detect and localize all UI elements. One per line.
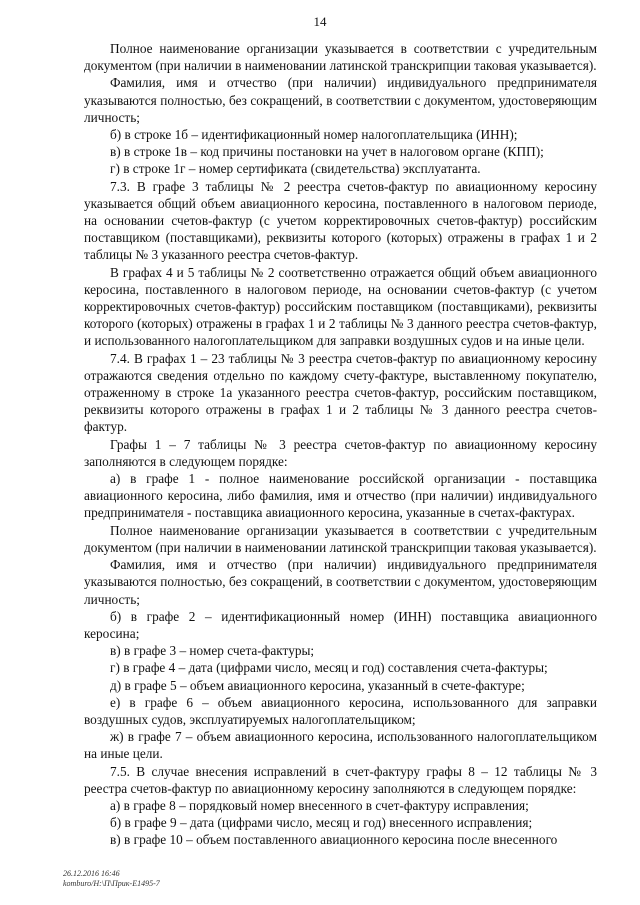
- paragraph: б) в графе 2 – идентификационный номер (ИНН) поставщика авиационного керосина;: [84, 608, 597, 641]
- paragraph: В графах 4 и 5 таблицы № 2 соответственно отражается общий объем авиационного керосина, поставленного в налоговом периоде, на основании счетов-фактур (с учетом корректировочных счетов-фактур) российским поставщиком (поставщиками), реквизиты которого (которых) отражены в графах 1 и 2 таблицы № 3 данного реестра счетов-фактур, и использованного налогоплательщиком для заправки воздушных судов и на иные цели.: [84, 264, 597, 349]
- paragraph: а) в графе 1 - полное наименование российской организации - поставщика авиационного керосина, либо фамилия, имя и отчество (при наличии) индивидуального предпринимателя - поставщика авиационного керосина, указанные в счетах-фактурах.: [84, 471, 597, 521]
- footer-file-path: komburo/Н:\П\Прик-Е1495-7: [63, 879, 160, 888]
- paragraph: Фамилия, имя и отчество (при наличии) индивидуального предпринимателя указываются полностью, без сокращений, в соответствии с документом, удостоверяющим личность;: [84, 557, 597, 607]
- paragraph: 7.5. В случае внесения исправлений в счет-фактуру графы 8 – 12 таблицы № 3 реестра счетов-фактур по авиационному керосину заполняются в следующем порядке:: [84, 763, 597, 796]
- document-body: [84, 40, 597, 849]
- paragraph: б) в строке 1б – идентификационный номер налогоплательщика (ИНН);: [110, 127, 518, 143]
- paragraph: 7.3. В графе 3 таблицы № 2 реестра счетов-фактур по авиационному керосину указывается общий объем авиационного керосина, поставленного в налоговом периоде, на основании счетов-фактур (с учетом корректировочных счетов-фактур) российским поставщиком (поставщиками), реквизиты которого (которых) отражены в графах 1 и 2 таблицы № 3 указанного реестра счетов-фактур.: [84, 178, 597, 263]
- paragraph: Полное наименование организации указывается в соответствии с учредительным документом (при наличии в наименовании латинской транскрипции таковая указывается).: [84, 41, 597, 74]
- paragraph: е) в графе 6 – объем авиационного керосина, использованного для заправки воздушных судов, эксплуатируемых налогоплательщиком;: [84, 694, 597, 727]
- footer-stamp: [63, 869, 160, 889]
- paragraph: б) в графе 9 – дата (цифрами число, месяц и год) внесенного исправления;: [110, 815, 533, 831]
- paragraph: в) в графе 10 – объем поставленного авиационного керосина после внесенного: [110, 832, 558, 848]
- paragraph: д) в графе 5 – объем авиационного керосина, указанный в счете-фактуре;: [110, 677, 525, 693]
- paragraph: г) в строке 1г – номер сертификата (свидетельства) эксплуатанта.: [110, 161, 481, 177]
- paragraph: ж) в графе 7 – объем авиационного керосина, использованного налогоплательщиком на иные цели.: [84, 729, 597, 762]
- page-number: 14: [313, 14, 327, 29]
- paragraph: а) в графе 8 – порядковый номер внесенного в счет-фактуру исправления;: [110, 797, 529, 813]
- paragraph: г) в графе 4 – дата (цифрами число, месяц и год) составления счета-фактуры;: [110, 660, 548, 676]
- paragraph: Фамилия, имя и отчество (при наличии) индивидуального предпринимателя указываются полностью, без сокращений, в соответствии с документом, удостоверяющим личность;: [84, 75, 597, 125]
- paragraph: Графы 1 – 7 таблицы № 3 реестра счетов-фактур по авиационному керосину заполняются в следующем порядке:: [84, 436, 597, 469]
- footer-timestamp: 26.12.2016 16:46: [63, 869, 120, 878]
- paragraph: 7.4. В графах 1 – 23 таблицы № 3 реестра счетов-фактур по авиационному керосину отражаются сведения отдельно по каждому счету-фактуре, выставленному покупателю, отраженному в строке 1а указанного реестра счетов-фактур, российским поставщиком, реквизиты которого отражены в графах 1 и 2 таблицы № 3 данного реестра счетов-фактур.: [84, 350, 597, 435]
- paragraph: в) в строке 1в – код причины постановки на учет в налоговом органе (КПП);: [110, 144, 544, 160]
- paragraph: Полное наименование организации указывается в соответствии с учредительным документом (при наличии в наименовании латинской транскрипции таковая указывается).: [84, 522, 597, 555]
- paragraph: в) в графе 3 – номер счета-фактуры;: [110, 643, 315, 659]
